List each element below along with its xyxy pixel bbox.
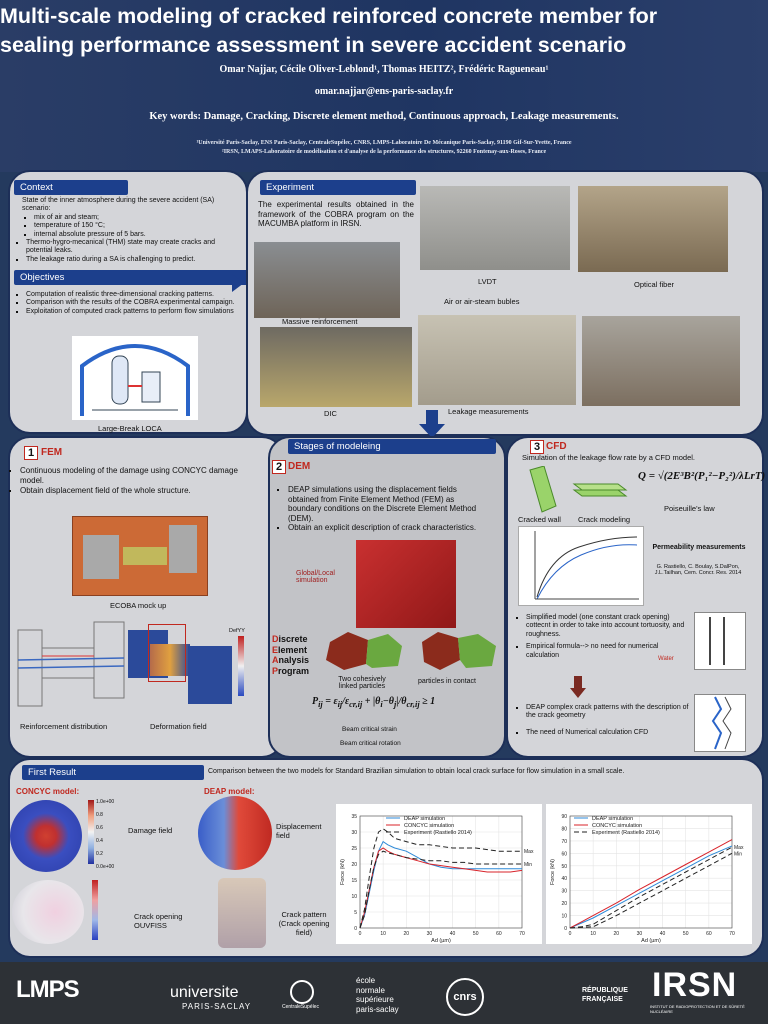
dem-item: ▪ Obtain an explicit description of crack characteristics. [288, 523, 488, 533]
x-tick-label: 40 [659, 931, 666, 937]
context-item: State of the inner atmosphere during the severe accident (SA) scenario: [22, 197, 215, 213]
y-axis-label: Force (kN) [550, 859, 556, 885]
context-item: ▪ temperature of 150 °C; [34, 222, 236, 230]
crack-modeling-label: Crack modeling [578, 515, 631, 524]
ens-logo: école normale supérieure paris-saclay [356, 976, 399, 1014]
annotation-max: Max [734, 845, 744, 852]
zoom-box-fem [148, 624, 186, 682]
y-tick-label: 0 [354, 926, 357, 932]
y-tick-label: 15 [351, 878, 357, 884]
reinforcement-mesh [16, 620, 128, 710]
context-item: ▪ mix of air and steam; [34, 214, 236, 222]
arrow-down-cfd [570, 676, 586, 698]
water-label: Water [658, 656, 674, 662]
fem-heading: FEM [41, 447, 63, 458]
caption-leakage: Leakage measurements [448, 407, 529, 416]
cfd-intro: Simulation of the leakage flow rate by a CFD model. [522, 453, 696, 462]
context-item: ▪ internal absolute pressure of 5 bars. [34, 231, 236, 239]
y-tick-label: 80 [561, 826, 567, 833]
cfd-simplified [516, 614, 692, 660]
optical-fiber-photo [578, 186, 728, 272]
series-line [360, 848, 522, 928]
concyc-damage-disc [10, 800, 82, 872]
annotation-min: Min [734, 851, 743, 858]
dem-text [282, 485, 488, 533]
cfd-complex [516, 704, 692, 737]
y-tick-label: 70 [561, 838, 567, 845]
loca-diagram [72, 336, 198, 420]
legend-entry: DEAP simulation [592, 816, 634, 822]
y-tick-label: 20 [351, 862, 357, 868]
ups-logo: universite [170, 984, 239, 1001]
legend-entry: DEAP simulation [404, 816, 446, 822]
y-tick-label: 10 [561, 913, 567, 920]
poiseuille-label: Poiseuille's law [664, 504, 715, 513]
keywords: Key words: Damage, Cracking, Discrete element method, Continuous approach, Leakage measurements. [149, 111, 619, 122]
damage-colorbar [88, 800, 94, 864]
dem-heading: DEM [288, 461, 311, 472]
cracked-wall-label: Cracked wall [518, 515, 561, 524]
affiliation-1: ¹Université Paris-Saclay, ENS Paris-Saclay, CentraleSupélec, CNRS, LMPS-Laboratoire De Mécanique Paris-Saclay, 91190 Gif-Sur-Yvette, France [196, 140, 572, 146]
email: omar.najjar@ens-paris-saclay.fr [314, 86, 454, 97]
cs-logo-mark [290, 980, 314, 1004]
legend-entry: Experiment (Rastiello 2014) [592, 830, 660, 836]
authors: Omar Najjar, Cécile Oliver-Leblond¹, Thomas HEITZ², Frédéric Ragueneau¹ [219, 64, 549, 75]
deap-crack-pattern [218, 878, 266, 948]
global-local-label: Global/Local simulation [296, 570, 335, 584]
simplified-crack-diagram [694, 612, 746, 670]
fem-item: ▪ Continuous modeling of the damage using CONCYC damage model. [20, 466, 262, 486]
x-axis-label: Ad (µm) [431, 938, 451, 944]
crack-model-diagram [526, 466, 636, 514]
deap-displacement-disc [198, 796, 272, 870]
y-tick-label: 5 [354, 910, 357, 916]
dem-cube [356, 540, 456, 628]
dem-number: 2 [272, 460, 286, 474]
cs-logo: CentraleSupélec [282, 1004, 319, 1010]
objective-item: ▪ Exploitation of computed crack patterns to perform flow simulations [26, 308, 236, 316]
caption-deformation: Deformation field [150, 722, 207, 731]
x-tick-label: 0 [568, 931, 572, 937]
y-tick-label: 20 [561, 901, 567, 908]
x-tick-label: 0 [358, 931, 362, 937]
y-tick-label: 50 [561, 863, 567, 870]
cfd-item: ▪ DEAP complex crack patterns with the description of the crack geometry [526, 704, 692, 721]
failure-criterion: $P_{ij} = \varepsilon_{ij}/\varepsilon_{cr,ij} + |\theta_i-\theta_j|/\theta_{cr,ij} \ge 1$ [312, 696, 436, 709]
fem-number: 1 [24, 446, 38, 460]
poster-title [0, 2, 768, 60]
objectives-text [16, 291, 236, 316]
y-tick-label: 10 [351, 894, 357, 900]
cfd-item: ▪ Empirical formula--> no need for numerical calculation [526, 643, 692, 660]
linked-particles: Two cohesively linked particles [338, 676, 386, 690]
lmps-logo: LMPS [16, 976, 79, 1003]
y-tick-label: 30 [561, 888, 567, 895]
context-item: ▪ Thermo-hygro-mecanical (THM) state may create cracks and potential leaks. [26, 239, 236, 256]
caption-massive-reinforcement: Massive reinforcement [282, 317, 358, 326]
beam-strain: Beam critical strain [342, 726, 397, 733]
x-tick-label: 60 [496, 931, 502, 937]
crack-pattern-label: Crack pattern (Crack opening field) [278, 910, 330, 937]
caption-bubbles: Air or air-steam bubles [444, 297, 520, 306]
series-line [570, 840, 732, 928]
dem-item: ▪ DEAP simulations using the displacement fields obtained from Finite Element Method (FEM) as boundary conditions on the Discrete Element Method (DEM). [288, 485, 488, 523]
x-tick-label: 50 [682, 931, 689, 937]
y-tick-label: 0 [564, 926, 567, 932]
caption-dic: DIC [324, 409, 337, 418]
particles-contact: particles in contact [418, 678, 476, 685]
chart-1 [336, 804, 542, 944]
stages-heading: Stages of modeleing [288, 439, 496, 454]
poiseuille-formula: Q = √(2E³B²(P₁²−P₂²)/λLrT) [638, 470, 766, 482]
y-tick-label: 25 [351, 846, 357, 852]
y-tick-label: 35 [351, 814, 357, 820]
x-tick-label: 10 [380, 931, 386, 937]
x-tick-label: 60 [706, 931, 712, 937]
concyc-label: CONCYC model: [16, 787, 80, 796]
damage-ticks: 1.0e+00 0.8 0.6 0.4 0.2 0.0e+00 [96, 799, 115, 870]
particles-diagram [324, 630, 504, 674]
legend-entry: CONCYC simulation [404, 823, 455, 829]
title-line-2: sealing performance assessment in severe accident scenario [0, 33, 627, 57]
x-tick-label: 50 [472, 931, 479, 937]
irsn-logo: IRSN [652, 966, 738, 1004]
leakage-photo [582, 316, 740, 406]
complex-crack-diagram [694, 694, 746, 752]
context-item: ▪ The leakage ratio during a SA is challenging to predict. [26, 256, 236, 264]
objectives-heading: Objectives [14, 270, 248, 285]
legend-entry: CONCYC simulation [592, 823, 643, 829]
permeability-title: Permeability measurements [652, 544, 746, 551]
x-tick-label: 30 [636, 931, 643, 937]
x-tick-label: 70 [519, 931, 525, 937]
beam-rotation: Beam critical rotation [340, 740, 401, 747]
crack-opening-label: Crack opening OUVFISS [134, 912, 183, 930]
cfd-heading: CFD [546, 441, 567, 452]
objective-item: ▪ Comparison with the results of the COBRA experimental campaign. [26, 299, 236, 307]
caption-reinforcement: Reinforcement distribution [20, 722, 108, 731]
chart-2 [546, 804, 752, 944]
massive-reinforcement-photo [254, 242, 400, 318]
defyy-colorbar [238, 636, 244, 696]
deap-label: DEAP model: [204, 787, 255, 796]
experiment-text: The experimental results obtained in the framework of the COBRA program on the MACUMBA platform in IRSN. [258, 200, 414, 228]
context-text [16, 197, 236, 264]
arrow-right [232, 274, 244, 292]
x-axis-label: Ad (µm) [641, 938, 661, 944]
x-tick-label: 20 [613, 931, 620, 937]
x-tick-label: 30 [426, 931, 433, 937]
cfd-number: 3 [530, 440, 544, 454]
experiment-heading: Experiment [260, 180, 416, 195]
deap-acronym: Discrete Element Analysis Program [272, 634, 310, 676]
x-tick-label: 20 [403, 931, 410, 937]
rf-logo: RÉPUBLIQUE FRANÇAISE [582, 987, 628, 1003]
result-subtitle: Comparison between the two models for Standard Brazilian simulation to obtain local crack surface for flow simulation in a small scale. [208, 768, 625, 775]
title-line-1: Multi-scale modeling of cracked reinforced concrete member for [0, 4, 658, 28]
caption-ecoba: ECOBA mock up [110, 601, 167, 610]
legend-defyy: DefYY [229, 628, 245, 634]
loca-caption: Large-Break LOCA [98, 424, 162, 433]
crack-opening-disc [12, 880, 84, 944]
context-heading: Context [14, 180, 128, 195]
y-tick-label: 30 [351, 830, 357, 836]
annotation-min: Min [524, 862, 533, 868]
series-line [360, 829, 522, 928]
affiliation-2: ²IRSN, LMAPS-Laboratoire de modélisation et d'analyse de la performance des structures, 92260 Fontenay-aux-Roses, France [221, 149, 547, 155]
bubbles-photo [418, 315, 576, 405]
cfd-item: ▪ Simplified model (one constant crack opening) cottecnt in order to take into account tortuosity, and roughness. [526, 614, 692, 639]
fem-item: ▪ Obtain displacement field of the whole structure. [20, 486, 262, 496]
damage-field-label: Damage field [128, 826, 173, 835]
y-axis-label: Force (kN) [340, 859, 346, 885]
lvdt-photo [420, 186, 570, 270]
fem-text [10, 466, 262, 496]
permeability-plot [518, 526, 644, 606]
ups-logo-sub: PARIS-SACLAY [182, 1002, 252, 1011]
y-tick-label: 60 [561, 851, 567, 858]
series-line [360, 851, 522, 928]
x-tick-label: 70 [729, 931, 735, 937]
irsn-logo-sub: INSTITUT DE RADIOPROTECTION ET DE SÛRETÉ NUCLÉAIRE [650, 1004, 745, 1014]
series-line [360, 842, 522, 928]
x-tick-label: 10 [590, 931, 596, 937]
displacement-label: Displacement field [276, 822, 322, 840]
series-line [570, 847, 732, 928]
x-tick-label: 40 [449, 931, 456, 937]
y-tick-label: 90 [561, 814, 567, 820]
y-tick-label: 40 [561, 876, 567, 883]
caption-lvdt: LVDT [478, 277, 497, 286]
deformation-block-right [188, 646, 232, 704]
cnrs-logo: cnrs [446, 978, 484, 1016]
caption-optical-fiber: Optical fiber [634, 280, 675, 289]
ouvfiss-colorbar [92, 880, 98, 940]
permeability-ref: G. Rastiello, C. Boulay, S.DalPon, J.L.Tailhan, Cem. Concr. Res. 2014 [654, 564, 742, 576]
chart-1-container [336, 804, 542, 944]
result-heading: First Result [22, 765, 204, 780]
ecoba-mockup-image [72, 516, 208, 596]
annotation-max: Max [524, 849, 534, 856]
chart-2-container [546, 804, 752, 944]
cfd-item: ▪ The need of Numerical calculation CFD [526, 729, 692, 737]
legend-entry: Experiment (Rastiello 2014) [404, 830, 472, 836]
dic-photo [260, 327, 412, 407]
objective-item: ▪ Computation of realistic three-dimensional cracking patterns. [26, 291, 236, 299]
